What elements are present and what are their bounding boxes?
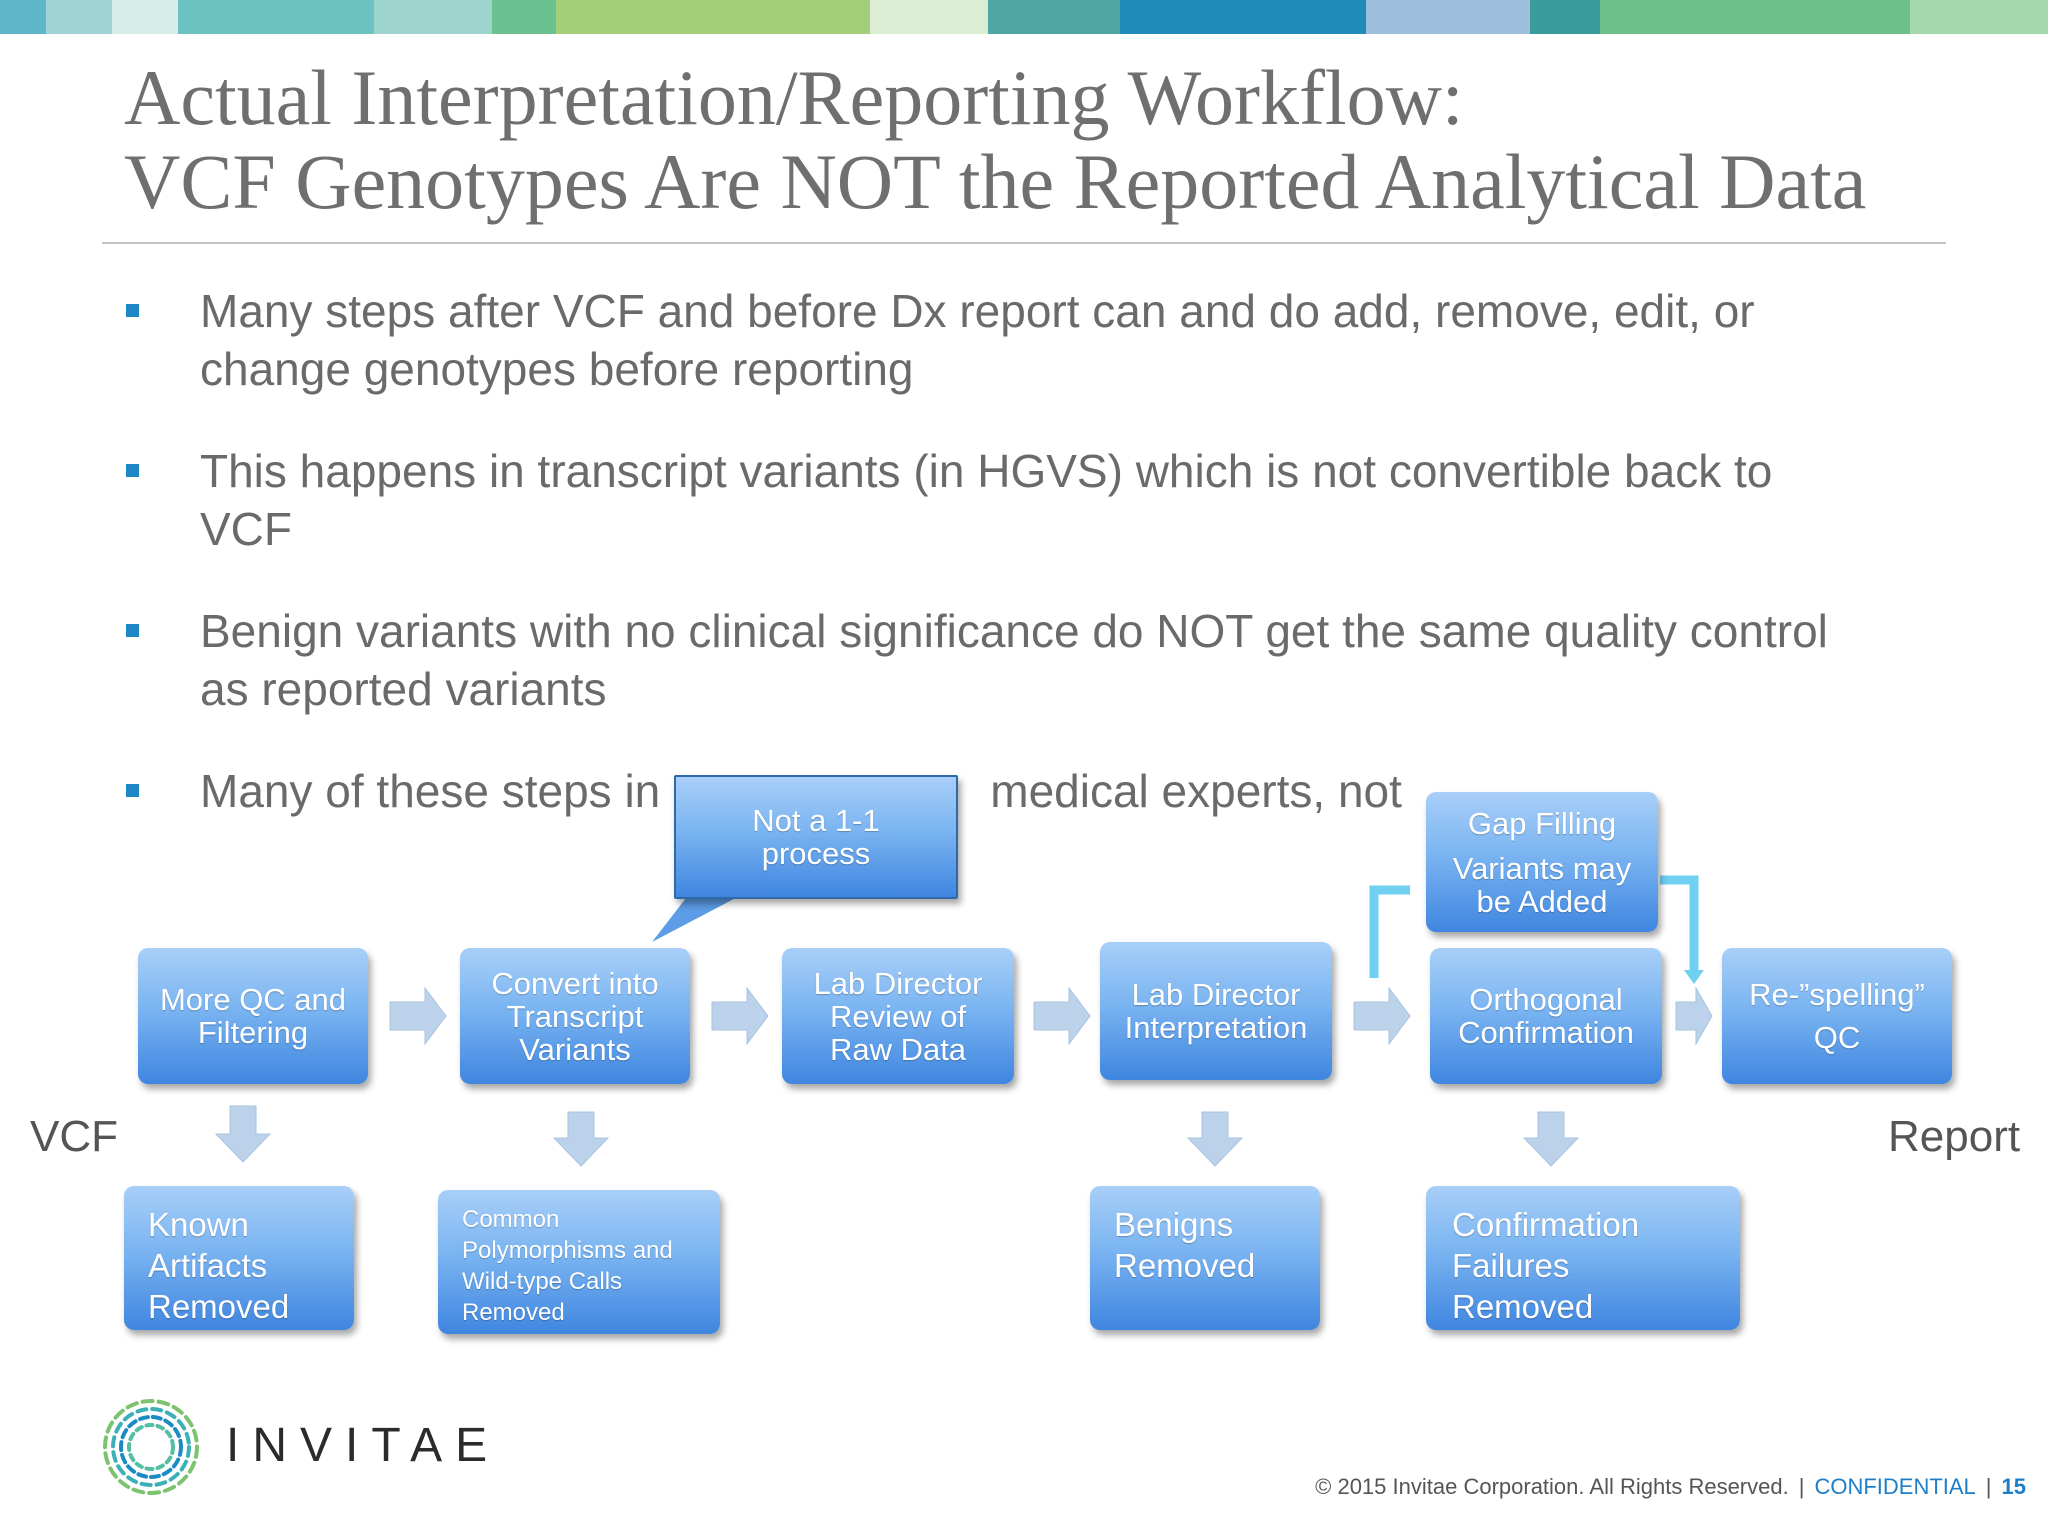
invitae-logo-text: INVITAE [226,1419,501,1472]
output-label-line: Common [462,1206,560,1233]
vcf-label: VCF [30,1112,118,1161]
callout-line: process [761,836,871,871]
title-line-1: Actual Interpretation/Reporting Workflow: [124,54,1464,141]
copyright-text: © 2015 Invitae Corporation. All Rights Reserved. [1315,1474,1789,1499]
bullet-line: Benign variants with no clinical significance do NOT get the same quality control [200,605,1828,657]
page-number: 15 [2001,1474,2026,1499]
step-label-line: Interpretation [1124,1010,1308,1045]
gap-bracket-arrowhead [1684,970,1704,984]
gap-box-line: Variants may [1452,850,1632,886]
output-label-line: Artifacts [148,1247,268,1284]
output-confirmation-failures [1426,1186,1740,1330]
output-common-polymorphisms [438,1190,720,1334]
output-label-line: Removed [1114,1247,1256,1284]
output-label-line: Known [148,1206,249,1243]
step-lab-director-review [782,948,1014,1084]
step-label-line: QC [1813,1020,1861,1055]
step-respelling-qc [1722,948,1952,1084]
bullet-line-fragment: Many of these steps in [200,765,661,817]
output-benigns-removed [1090,1186,1320,1330]
flow-arrow-down [554,1112,608,1166]
step-label-line: Confirmation [1458,1015,1634,1050]
bullet-line: change genotypes before reporting [200,343,914,395]
step-lab-director-interpretation [1100,942,1332,1080]
gap-filling-box [1426,792,1658,932]
step-label-line: Convert into [491,965,659,1001]
step-label-line: Variants [519,1031,631,1067]
step-label-line: Orthogonal [1469,982,1623,1017]
step-label-line: Filtering [197,1015,309,1050]
flow-arrow-right [1676,988,1712,1044]
title-line-2: VCF Genotypes Are NOT the Reported Analytical Data [124,138,1867,225]
callout-line: Not a 1-1 [752,803,880,838]
gap-box-line: be Added [1476,883,1608,919]
footer-separator: | [1798,1474,1805,1499]
invitae-logo-icon [96,1392,206,1502]
step-more-qc-filtering [138,948,368,1084]
step-label-line: More QC and [159,982,347,1017]
gap-bracket-right [1660,880,1694,972]
flow-arrow-right [1354,988,1410,1044]
step-label-line: Lab Director [813,965,983,1001]
report-label: Report [1888,1112,2021,1161]
step-label-line: Review of [829,998,967,1034]
slide-footer [1315,1474,2026,1500]
footer-separator: | [1985,1474,1992,1499]
step-label-line: Lab Director [1131,977,1301,1012]
output-known-artifacts [124,1186,354,1330]
bullet-line: This happens in transcript variants (in HGVS) which is not convertible back to [200,445,1773,497]
output-label-line: Polymorphisms and [462,1237,673,1264]
output-label-line: Removed [1452,1288,1594,1325]
step-label-line: Raw Data [829,1031,967,1067]
flow-arrow-right [712,988,768,1044]
output-label-line: Removed [148,1288,290,1325]
output-label-line: Removed [462,1299,565,1326]
flow-arrow-down [216,1106,270,1162]
output-label-line: Failures [1452,1247,1570,1284]
flow-arrow-right [1034,988,1090,1044]
gap-box-line: Gap Filling [1467,805,1617,841]
bullet-line-fragment: medical experts, not [990,765,1402,817]
flow-arrow-down [1188,1112,1242,1166]
step-label-line: Transcript [506,998,644,1034]
output-label-line: Confirmation [1452,1206,1640,1243]
output-label-line: Benigns [1114,1206,1234,1243]
flow-arrow-down [1524,1112,1578,1166]
bullet-line: as reported variants [200,663,607,715]
gap-bracket-left [1374,890,1410,978]
step-convert-transcript-variants [460,948,690,1084]
bullet-line: VCF [200,503,292,555]
step-label-line: Re-”spelling” [1749,977,1925,1012]
output-label-line: Wild-type Calls [462,1268,623,1295]
confidential-label: CONFIDENTIAL [1814,1474,1976,1499]
callout-not-one-to-one [674,775,958,899]
flow-arrow-right [390,988,446,1044]
bullet-line: Many steps after VCF and before Dx report can and do add, remove, edit, or [200,285,1755,337]
step-orthogonal-confirmation [1430,948,1662,1084]
